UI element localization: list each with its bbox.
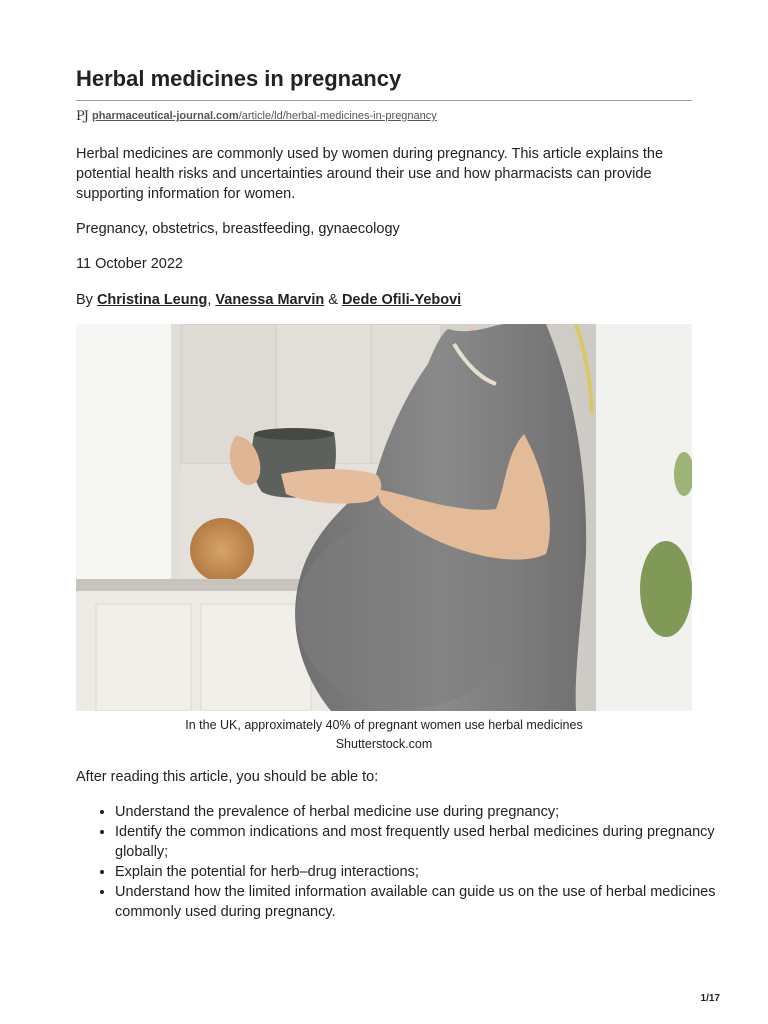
author-separator: ,	[207, 292, 212, 308]
author-link-marvin[interactable]: Vanessa Marvin	[215, 292, 325, 308]
title-divider	[76, 100, 692, 101]
article-abstract: Herbal medicines are commonly used by women during pregnancy. This article explains the potential health risks and uncertainties around their use and how pharmacists can provide supporting information for women.	[76, 146, 664, 202]
page-number: 1/17	[700, 993, 720, 1004]
list-item: • Understand the prevalence of herbal medicine use during pregnancy;	[115, 802, 731, 822]
article-title: Herbal medicines in pregnancy	[76, 66, 402, 91]
article-keywords: Pregnancy, obstetrics, breastfeeding, gynaecology	[76, 221, 400, 237]
list-item: • Understand how the limited information available can guide us on the use of herbal medicines commonly used during pregnancy.	[115, 882, 731, 922]
objectives-list	[76, 802, 731, 922]
list-item: • Identify the common indications and most frequently used herbal medicines during pregnancy globally;	[115, 822, 731, 862]
caption-credit: Shutterstock.com	[335, 737, 433, 751]
author-link-ofili-yebovi[interactable]: Dede Ofili-Yebovi	[341, 292, 462, 308]
source-line	[76, 106, 437, 126]
source-link[interactable]	[92, 110, 437, 122]
objectives-intro: After reading this article, you should be able to:	[76, 769, 379, 785]
byline	[76, 290, 461, 310]
publication-date: 11 October 2022	[76, 256, 183, 272]
source-path: /article/ld/herbal-medicines-in-pregnancy	[238, 110, 437, 122]
author-link-leung[interactable]: Christina Leung	[96, 292, 208, 308]
article-photo	[76, 324, 692, 711]
source-domain: pharmaceutical-journal.com	[91, 110, 239, 122]
pj-logo-icon: PJ	[76, 108, 88, 124]
byline-prefix: By	[76, 292, 93, 308]
author-separator: &	[328, 292, 338, 308]
caption-text: In the UK, approximately 40% of pregnant women use herbal medicines	[185, 718, 583, 732]
list-item: • Explain the potential for herb–drug interactions;	[115, 862, 731, 882]
photo-caption	[76, 716, 692, 754]
